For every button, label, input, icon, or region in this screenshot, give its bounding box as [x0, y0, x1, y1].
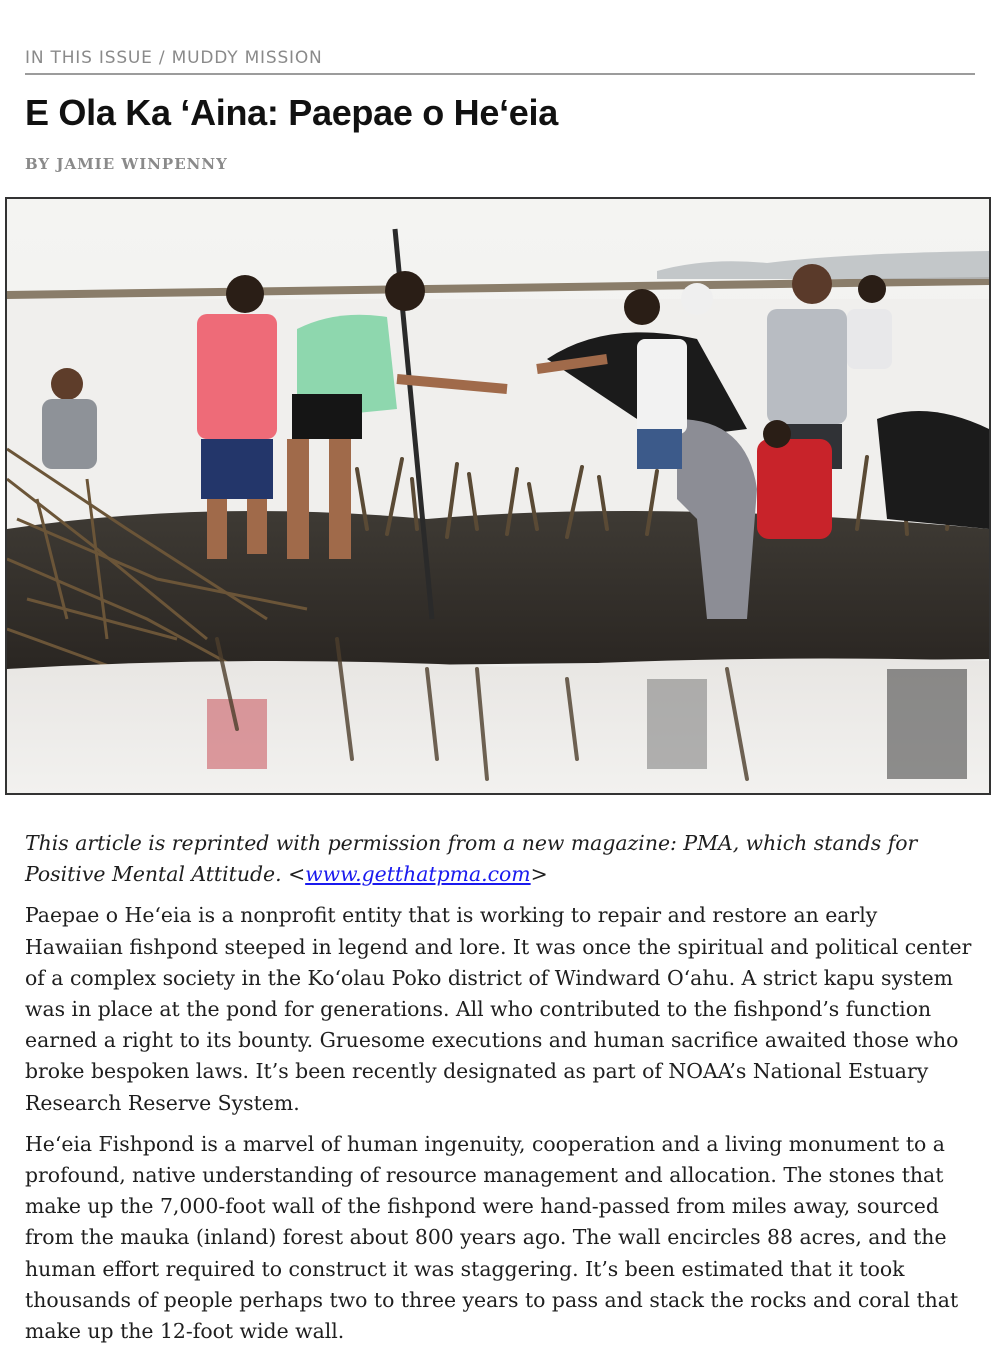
article-title: E Ola Ka ‘Aina: Paepae o He‘eia	[25, 92, 558, 133]
article-paragraph: He‘eia Fishpond is a marvel of human ingenuity, cooperation and a living monument to a profound, native understanding of resource management and allocation. The stones that make up the 7,000-foot wall of the fishpond were hand-passed from miles away, sourced from the mauka (inland) forest about 800 years ago. The wall encircles 88 acres, and the human effort required to construct it was staggering. It’s been estimated that it took thousands of people perhaps two to three years to pass and stack the rocks and coral that make up the 12-foot wide wall.	[25, 1131, 959, 1344]
breadcrumb	[25, 48, 975, 75]
intro-link-close: >	[530, 862, 548, 887]
article-photo	[5, 197, 991, 795]
article-byline: BY JAMIE WINPENNY	[25, 155, 228, 173]
breadcrumb-article-link[interactable]: MUDDY MISSION	[171, 48, 323, 68]
breadcrumb-section-link[interactable]: IN THIS ISSUE	[25, 48, 153, 68]
article-body	[25, 828, 975, 1357]
fishpond-volunteers-image	[7, 199, 989, 793]
article-intro	[25, 828, 975, 890]
magazine-website-link[interactable]: www.getthatpma.com	[305, 862, 531, 887]
article-paragraph: Paepae o He‘eia is a nonprofit entity that is working to repair and restore an early Hawaiian fishpond steeped in legend and lore. It was once the spiritual and political center of a complex society in the Ko‘olau Poko district of Windward O‘ahu. A strict kapu system was in place at the pond for generations. All who contributed to the fishpond’s function earned a right to its bounty. Gruesome executions and human sacrifice awaited those who broke bespoken laws. It’s been recently designated as part of NOAA’s National Estuary Research Reserve System.	[25, 903, 972, 1115]
intro-link-open: <	[288, 862, 306, 887]
intro-text: This article is reprinted with permission from a new magazine: PMA, which stands for Positive Mental Attitude.	[25, 831, 918, 887]
breadcrumb-separator: /	[152, 48, 172, 68]
